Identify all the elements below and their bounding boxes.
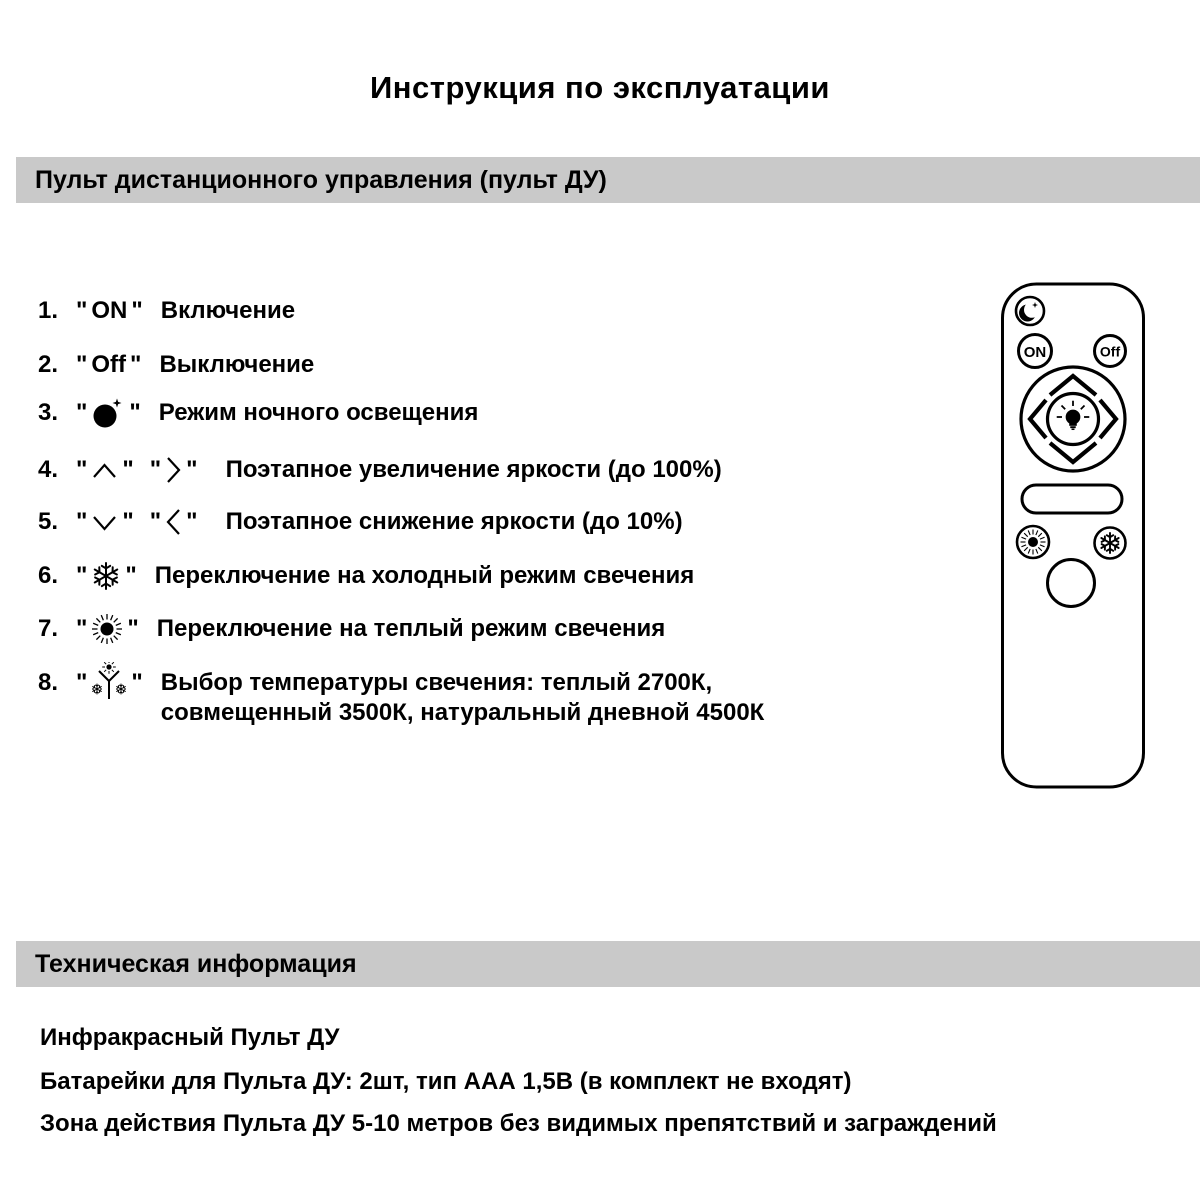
item-description: Выключение bbox=[159, 351, 315, 378]
technical-info-line-1: Инфракрасный Пульт ДУ bbox=[40, 1024, 340, 1051]
remote-button-name: Off bbox=[91, 351, 127, 378]
instruction-item-2 bbox=[38, 350, 314, 380]
snowflake-icon bbox=[91, 561, 121, 591]
section-header-remote-label: Пульт дистанционного управления (пульт ДУ) bbox=[35, 165, 607, 194]
item-number: 6. bbox=[38, 562, 59, 589]
temperature-select-icon-token bbox=[72, 668, 147, 702]
item-number: 5. bbox=[38, 508, 59, 535]
item-description bbox=[161, 668, 765, 728]
quote-mark: " bbox=[131, 669, 143, 696]
instruction-item-8 bbox=[38, 668, 764, 728]
chevron-right-icon bbox=[165, 455, 182, 486]
off-button bbox=[1095, 336, 1126, 367]
quote-mark: " bbox=[76, 508, 88, 535]
chevron-up-icon bbox=[91, 455, 118, 481]
quote-mark: " bbox=[130, 351, 142, 378]
remote-button-name: ON bbox=[91, 297, 128, 324]
quote-mark: " bbox=[149, 456, 162, 483]
instruction-item-7 bbox=[38, 614, 665, 645]
quote-mark: " bbox=[129, 399, 141, 426]
quote-mark: " bbox=[76, 297, 88, 324]
round-button bbox=[1048, 560, 1095, 607]
night-mode-button bbox=[1016, 297, 1044, 325]
section-header-technical-label: Техническая информация bbox=[35, 949, 357, 978]
item-number: 1. bbox=[38, 297, 59, 324]
cold-mode-button bbox=[1095, 528, 1126, 559]
chevron-up-icon-token bbox=[72, 455, 138, 485]
item-description-line: совмещенный 3500К, натуральный дневной 4500К bbox=[160, 699, 765, 726]
quote-mark: " bbox=[76, 399, 88, 426]
item-description: Поэтапное снижение яркости (до 10%) bbox=[225, 508, 683, 535]
quote-mark: " bbox=[76, 669, 88, 696]
moon-star-icon-token bbox=[72, 398, 145, 431]
warm-mode-button bbox=[1017, 526, 1049, 558]
sun-icon bbox=[91, 614, 123, 645]
quote-mark: " bbox=[125, 562, 137, 589]
quote-mark: " bbox=[131, 297, 143, 324]
pill-button bbox=[1022, 485, 1122, 513]
quote-mark: " bbox=[76, 456, 88, 483]
on-button-label: ON bbox=[1023, 344, 1047, 361]
page-title: Инструкция по эксплуатации bbox=[370, 70, 830, 105]
button-label-token bbox=[72, 350, 145, 380]
sun-icon-token bbox=[72, 614, 143, 645]
item-description: Включение bbox=[160, 297, 296, 324]
dpad bbox=[1021, 367, 1125, 471]
instruction-item-5 bbox=[38, 507, 683, 538]
item-description: Переключение на теплый режим свечения bbox=[156, 615, 666, 642]
item-description: Переключение на холодный режим свечения bbox=[154, 562, 695, 589]
snowflake-icon-token bbox=[72, 561, 141, 591]
item-number: 3. bbox=[38, 399, 59, 426]
section-header-technical bbox=[16, 941, 1200, 987]
item-number: 2. bbox=[38, 351, 59, 378]
technical-info-line-3: Зона действия Пульта ДУ 5-10 метров без видимых препятствий и заграждений bbox=[40, 1110, 997, 1137]
quote-mark: " bbox=[186, 508, 198, 535]
section-header-remote bbox=[16, 157, 1200, 203]
temperature-select-icon bbox=[91, 668, 127, 702]
sun-icon bbox=[1021, 530, 1046, 555]
instruction-item-3 bbox=[38, 398, 478, 431]
button-label-token bbox=[72, 296, 147, 326]
item-description-line: Выбор температуры свечения: теплый 2700К, bbox=[160, 669, 713, 696]
instruction-item-4 bbox=[38, 455, 722, 486]
chevron-down-icon bbox=[91, 507, 118, 533]
moon-star-icon bbox=[91, 398, 125, 431]
quote-mark: " bbox=[149, 508, 162, 535]
off-button-label: Off bbox=[1099, 343, 1121, 360]
quote-mark: " bbox=[76, 351, 88, 378]
chevron-down-icon-token bbox=[72, 507, 138, 537]
quote-mark: " bbox=[127, 615, 139, 642]
chevron-right-icon-token bbox=[146, 455, 202, 486]
item-number: 4. bbox=[38, 456, 59, 483]
instruction-item-1 bbox=[38, 296, 295, 326]
technical-info-line-2: Батарейки для Пульта ДУ: 2шт, тип ААА 1,5В (в комплект не входят) bbox=[40, 1068, 852, 1095]
item-description: Режим ночного освещения bbox=[158, 399, 479, 426]
item-number: 7. bbox=[38, 615, 59, 642]
chevron-left-icon bbox=[165, 507, 182, 538]
quote-mark: " bbox=[186, 456, 198, 483]
chevron-left-icon-token bbox=[146, 507, 202, 538]
instruction-item-6 bbox=[38, 561, 694, 591]
remote-control-illustration bbox=[980, 270, 1160, 800]
item-description: Поэтапное увеличение яркости (до 100%) bbox=[225, 456, 722, 483]
quote-mark: " bbox=[122, 508, 134, 535]
on-button bbox=[1019, 335, 1052, 368]
quote-mark: " bbox=[76, 615, 88, 642]
quote-mark: " bbox=[76, 562, 88, 589]
quote-mark: " bbox=[122, 456, 134, 483]
item-number: 8. bbox=[38, 669, 59, 696]
